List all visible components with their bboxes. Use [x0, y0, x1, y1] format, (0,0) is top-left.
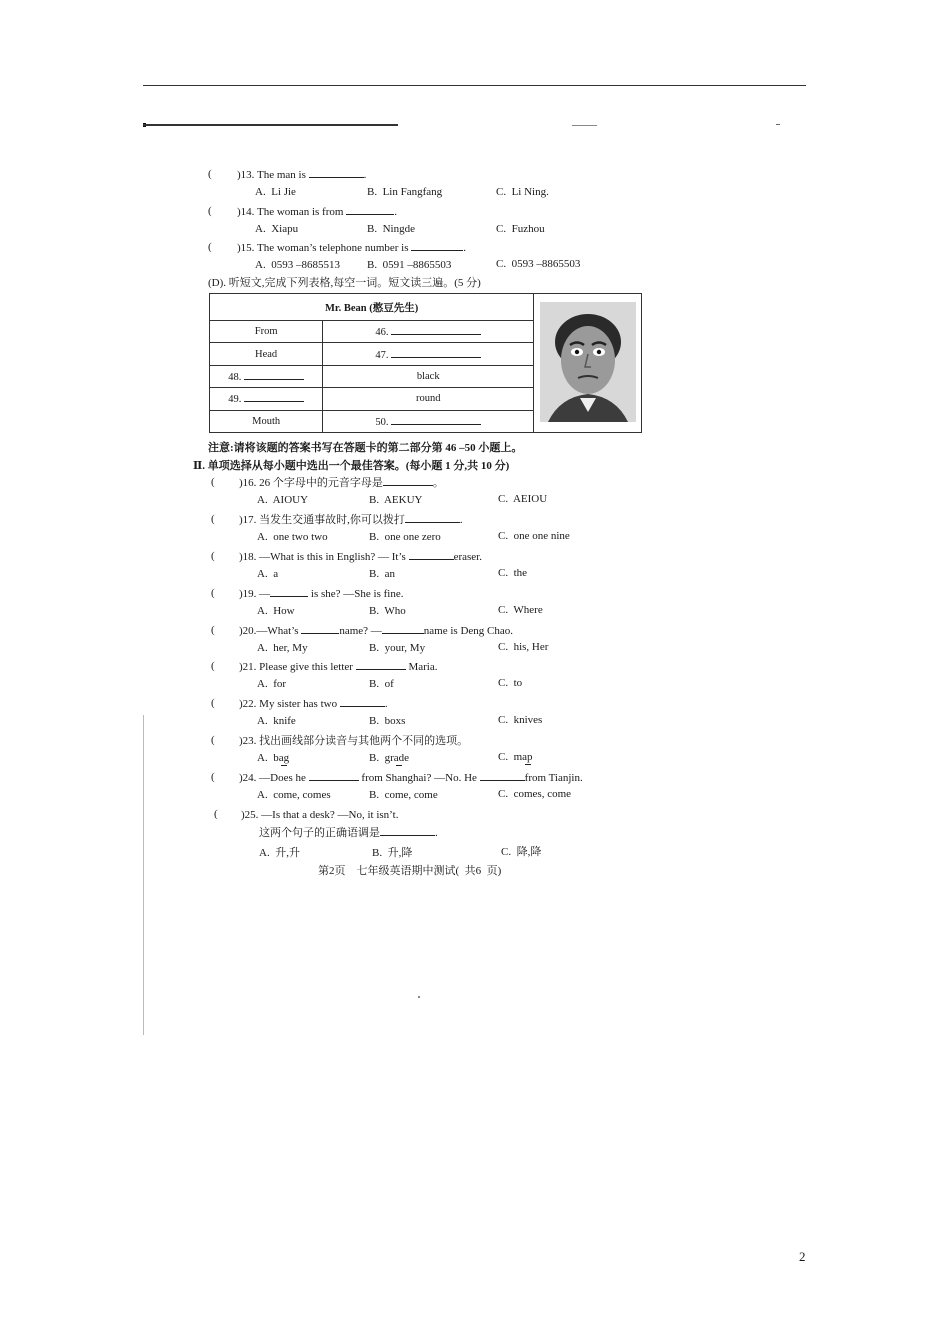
option-b: B. Who [369, 605, 406, 617]
option-c: C. knives [498, 714, 543, 726]
option-a: A. one two two [257, 531, 328, 543]
option-b: B. of [369, 678, 394, 690]
option-a: A. 0593 –8685513 [255, 259, 340, 271]
option-b: B. one one zero [369, 531, 441, 543]
question-13: )13. The man is . [237, 169, 367, 181]
option-c: C. Fuzhou [496, 223, 545, 235]
option-b: B. an [369, 568, 395, 580]
row-label: 48. [210, 365, 323, 387]
row-value: round [323, 388, 534, 410]
notice: 注意:请将该题的答案书写在答题卡的第二部分第 46 –50 小题上。 [208, 442, 523, 454]
question-23: )23. 找出画线部分读音与其他两个不同的选项。 [239, 735, 469, 747]
row-label: Mouth [210, 410, 323, 433]
header-rule [143, 85, 806, 86]
answer-paren: ( [211, 587, 215, 599]
option-a: A. Xiapu [255, 223, 299, 235]
row-value: 47. [323, 343, 534, 365]
answer-paren: ( [208, 241, 212, 253]
question-25: )25. —Is that a desk? —No, it isn’t. [241, 809, 399, 821]
section-2-title: Ⅱ. 单项选择从每小题中选出一个最佳答案。(每小题 1 分,共 10 分) [193, 460, 510, 472]
option-a: A. Li Jie [255, 186, 296, 198]
option-c: C. AEIOU [498, 493, 548, 505]
option-c: C. the [498, 567, 528, 579]
option-c: C. map [498, 751, 533, 763]
option-b: B. your, My [369, 642, 426, 654]
option-c: C. one one nine [498, 530, 570, 542]
question-19: )19. — is she? —She is fine. [239, 588, 404, 600]
question-21: )21. Please give this letter Maria. [239, 661, 438, 673]
option-b: B. boxs [369, 715, 406, 727]
answer-paren: ( [211, 476, 215, 488]
option-c: C. 降,降 [501, 846, 542, 858]
option-a: A. AIOUY [257, 494, 309, 506]
page-number: 2 [799, 1249, 806, 1264]
question-15: )15. The woman’s telephone number is . [237, 242, 467, 254]
answer-paren: ( [211, 771, 215, 783]
option-b: B. come, come [369, 789, 438, 801]
option-b: B. Ningde [367, 223, 415, 235]
option-a: A. How [257, 605, 295, 617]
option-b: B. AEKUY [369, 494, 423, 506]
question-17: )17. 当发生交通事故时,你可以拨打 . [239, 514, 463, 526]
question-25-line2: 这两个句子的正确语调是 . [259, 827, 438, 839]
option-c: C. Where [498, 604, 543, 616]
answer-paren: ( [208, 168, 212, 180]
section-d-instruction: (D). 听短文,完成下列表格,每空一词。短文读三遍。(5 分) [208, 277, 481, 289]
option-a: A. her, My [257, 642, 308, 654]
answer-paren: ( [211, 513, 215, 525]
portrait-image [540, 302, 636, 422]
answer-paren: ( [211, 697, 215, 709]
question-24: )24. —Does he from Shanghai? —No. He from Tianjin. [239, 772, 583, 784]
answer-paren: ( [211, 624, 215, 636]
option-a: A. come, comes [257, 789, 331, 801]
option-c: C. comes, come [498, 788, 572, 800]
option-a: A. for [257, 678, 287, 690]
option-a: A. a [257, 568, 279, 580]
row-value: black [323, 365, 534, 387]
scan-margin-line [143, 715, 144, 1035]
answer-paren: ( [208, 205, 212, 217]
option-a: A. knife [257, 715, 296, 727]
answer-paren: ( [211, 550, 215, 562]
scan-rule-middle [572, 125, 597, 126]
option-c: C. his, Her [498, 641, 549, 653]
option-a: A. 升,升 [259, 847, 300, 859]
page-footer: 第2页 七年级英语期中测试( 共6 页) [318, 865, 502, 877]
option-b: B. grade [369, 752, 410, 764]
option-b: B. Lin Fangfang [367, 186, 443, 198]
mr-bean-table [209, 293, 642, 433]
question-18: )18. —What is this in English? — It’s eraser. [239, 551, 482, 563]
row-label: From [210, 321, 323, 343]
question-22: )22. My sister has two . [239, 698, 388, 710]
option-c: C. 0593 –8865503 [496, 258, 581, 270]
answer-paren: ( [214, 808, 218, 820]
mr-bean-photo [534, 294, 642, 433]
question-16: )16. 26 个字母中的元音字母是 。 [239, 477, 444, 489]
option-b: B. 升,降 [372, 847, 413, 859]
row-label: Head [210, 343, 323, 365]
row-value: 50. [323, 410, 534, 433]
option-a: A. bag [257, 752, 290, 764]
row-value: 46. [323, 321, 534, 343]
option-b: B. 0591 –8865503 [367, 259, 452, 271]
row-label: 49. [210, 388, 323, 410]
option-c: C. to [498, 677, 523, 689]
answer-paren: ( [211, 660, 215, 672]
scan-rule-right [776, 124, 780, 125]
table-title: Mr. Bean (憨豆先生) [210, 294, 534, 321]
question-14: )14. The woman is from . [237, 206, 397, 218]
underline-mark [281, 765, 287, 766]
scan-rule-left [143, 124, 398, 126]
underline-mark [396, 765, 402, 766]
option-c: C. Li Ning. [496, 186, 549, 198]
answer-paren: ( [211, 734, 215, 746]
question-20: )20.—What’s name? — name is Deng Chao. [239, 625, 513, 637]
underline-mark [525, 764, 531, 765]
scan-speck [418, 996, 420, 998]
